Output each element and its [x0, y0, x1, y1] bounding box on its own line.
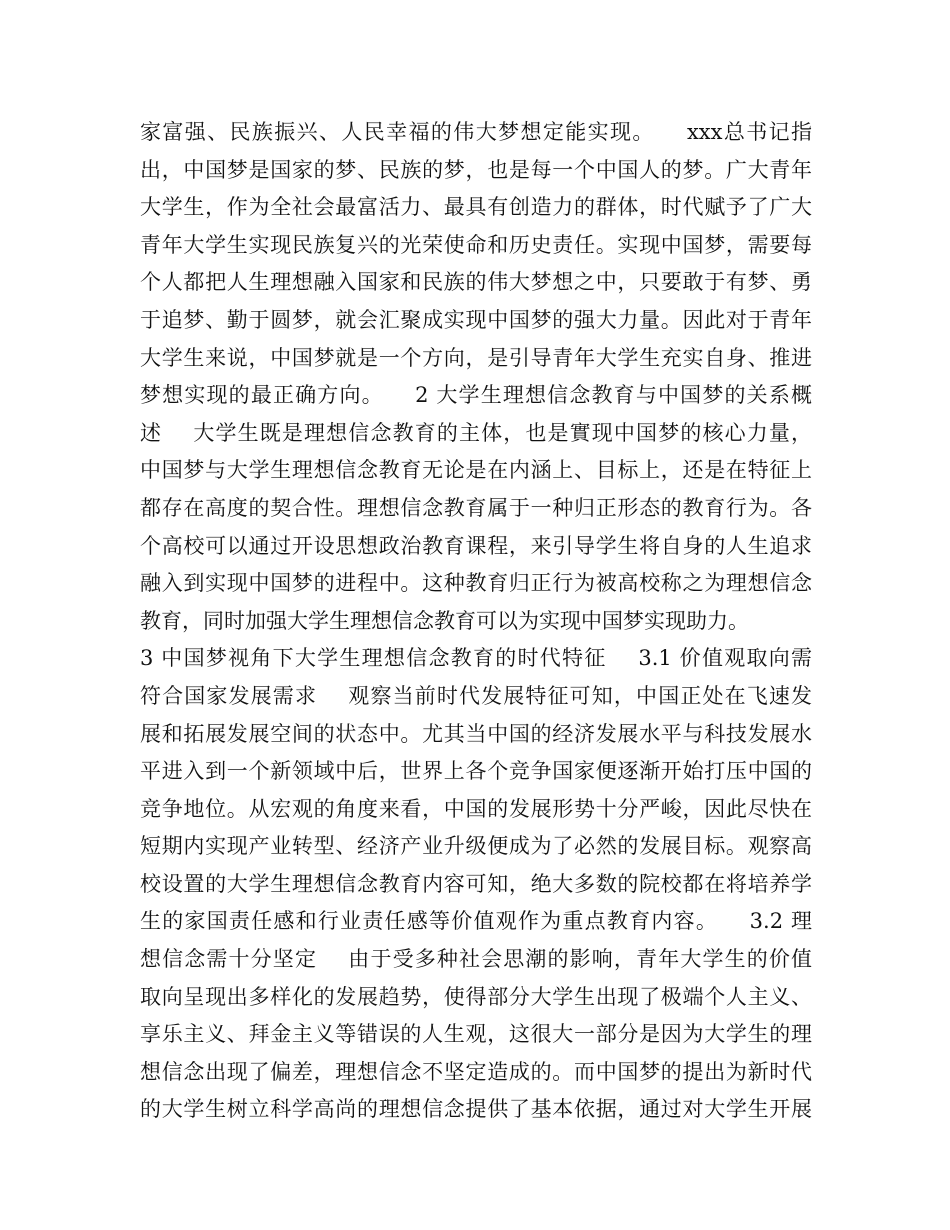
text-line: 短期内实现产业转型、经济产业升级便成为了必然的发展目标。观察高 [140, 834, 812, 859]
text-line: 校设置的大学生理想信念教育内容可知，绝大多数的院校都在将培养学 [140, 871, 812, 896]
text-line: 想信念出现了偏差，理想信念不坚定造成的。而中国梦的提出为新时代 [140, 1059, 812, 1084]
text-line: 平进入到一个新领域中后，世界上各个竞争国家便逐渐开始打压中国的 [140, 759, 812, 784]
text-line: 取向呈现出多样化的发展趋势，使得部分大学生出现了极端个人主义、 [140, 984, 812, 1009]
text-line: 述 大学生既是理想信念教育的主体，也是實现中国梦的核心力量， [140, 420, 812, 445]
text-line: 教育，同时加强大学生理想信念教育可以为实现中国梦实现助力。 [140, 608, 749, 633]
text-line: 青年大学生实现民族复兴的光荣使命和历史责任。实现中国梦，需要每 [140, 232, 812, 257]
text-line: 中国梦与大学生理想信念教育无论是在内涵上、目标上，还是在特征上 [140, 458, 812, 483]
text-line: 竞争地位。从宏观的角度来看，中国的发展形势十分严峻，因此尽快在 [140, 796, 812, 821]
text-line: 想信念需十分坚定 由于受多种社会思潮的影响，青年大学生的价值 [140, 947, 812, 972]
text-line: 大学生来说，中国梦就是一个方向，是引导青年大学生充实自身、推进 [140, 345, 812, 370]
text-line: 符合国家发展需求 观察当前时代发展特征可知，中国正处在飞速发 [140, 683, 812, 708]
text-line: 享乐主义、拜金主义等错误的人生观，这很大一部分是因为大学生的理 [140, 1022, 812, 1047]
text-line: 出，中国梦是国家的梦、民族的梦，也是每一个中国人的梦。广大青年 [140, 157, 812, 182]
text-line: 的大学生树立科学高尚的理想信念提供了基本依据，通过对大学生开展 [140, 1097, 812, 1122]
text-line: 个人都把人生理想融入国家和民族的伟大梦想之中，只要敢于有梦、勇 [140, 270, 812, 295]
text-line: 大学生，作为全社会最富活力、最具有创造力的群体，时代赋予了广大 [140, 195, 812, 220]
text-line: 3 中国梦视角下大学生理想信念教育的时代特征 3.1 价值观取向需 [140, 646, 812, 671]
text-line: 展和拓展发展空间的状态中。尤其当中国的经济发展水平与科技发展水 [140, 721, 812, 746]
text-line: 家富强、民族振兴、人民幸福的伟大梦想定能实现。 xxx总书记指 [140, 120, 812, 144]
text-line: 生的家国责任感和行业责任感等价值观作为重点教育内容。 3.2 理 [140, 909, 812, 934]
text-line: 都存在高度的契合性。理想信念教育属于一种归正形态的教育行为。各 [140, 495, 812, 520]
body-text [140, 114, 812, 1129]
text-line: 于追梦、勤于圆梦，就会汇聚成实现中国梦的强大力量。因此对于青年 [140, 307, 812, 332]
text-line: 梦想实现的最正确方向。 2 大学生理想信念教育与中国梦的关系概 [140, 383, 812, 408]
text-line: 个高校可以通过开设思想政治教育课程，来引导学生将自身的人生追求 [140, 533, 812, 558]
text-line: 融入到实现中国梦的进程中。这种教育归正行为被高校称之为理想信念 [140, 571, 812, 596]
